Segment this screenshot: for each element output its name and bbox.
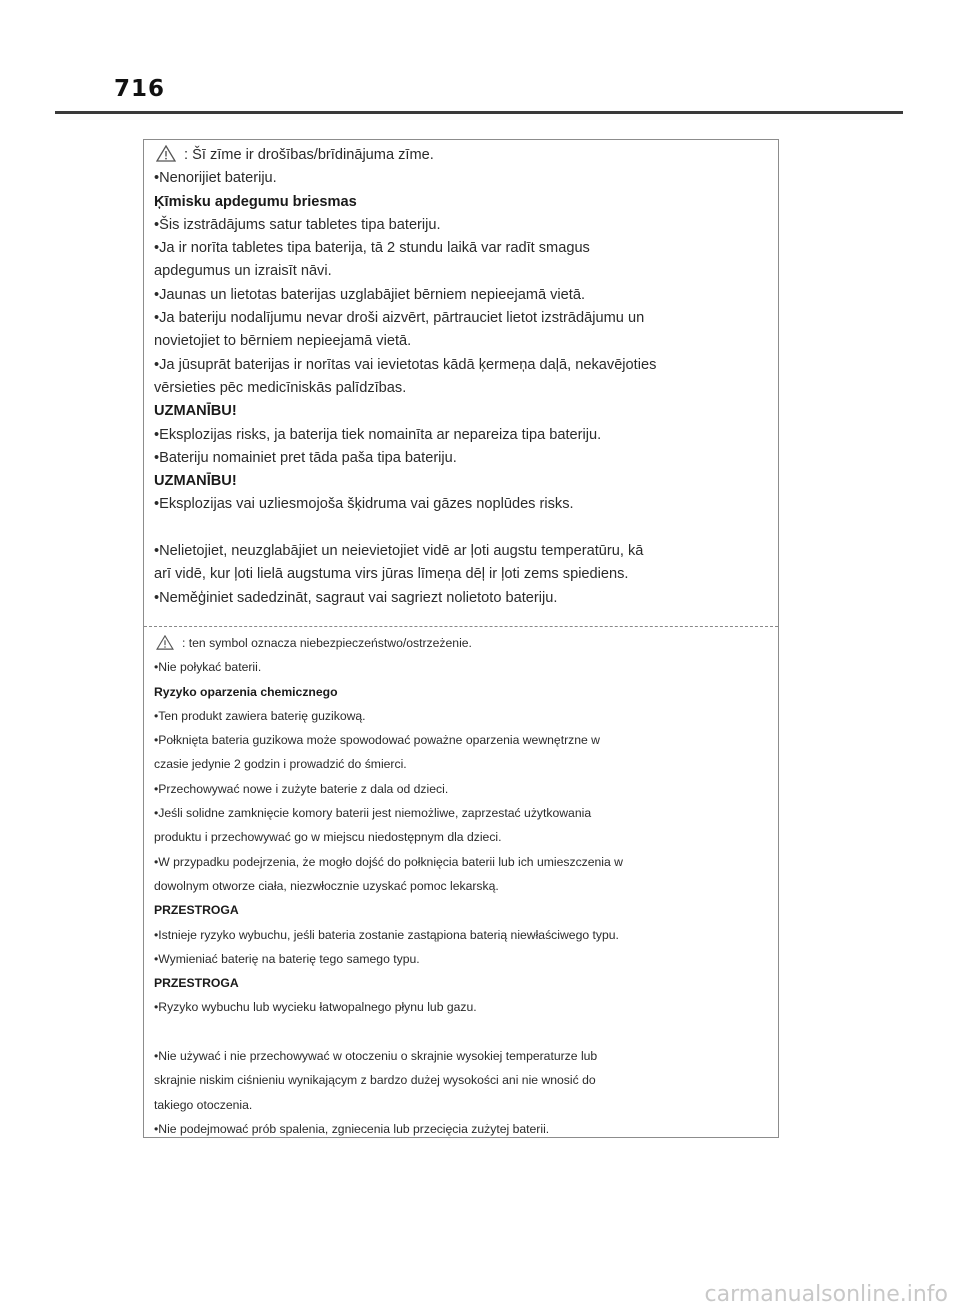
- header-rule: [55, 111, 903, 114]
- text-line: produktu i przechowywać go w miejscu niedostępnym dla dzieci.: [154, 830, 502, 845]
- section-heading: UZMANĪBU!: [154, 473, 237, 490]
- blank-line: [154, 517, 768, 540]
- text-line: •Eksplozijas risks, ja baterija tiek nomainīta ar nepareiza tipa bateriju.: [154, 426, 602, 443]
- polish-icon-line: [154, 631, 768, 655]
- text-line: •Ryzyko wybuchu lub wycieku łatwopalnego płynu lub gazu.: [154, 1000, 477, 1015]
- text-line: •Šis izstrādājums satur tabletes tipa bateriju.: [154, 216, 441, 233]
- text-line: •Ja bateriju nodalījumu nevar droši aizvērt, pārtrauciet lietot izstrādājumu un: [154, 310, 645, 327]
- text-line: •Jeśli solidne zamknięcie komory baterii jest niemożliwe, zaprzestać użytkowania: [154, 806, 592, 821]
- blank-line: [154, 1020, 768, 1044]
- section-heading: Ryzyko oparzenia chemicznego: [154, 684, 338, 699]
- text-line: apdegumus un izraisīt nāvi.: [154, 263, 332, 280]
- section-divider: [144, 626, 778, 627]
- page-number: 716: [114, 76, 166, 102]
- polish-lines: [154, 655, 768, 1141]
- text-line: •Wymieniać baterię na baterię tego samego typu.: [154, 951, 420, 966]
- section-heading: PRZESTROGA: [154, 903, 239, 918]
- warning-triangle-icon: [156, 634, 174, 655]
- section-heading: PRZESTROGA: [154, 976, 239, 991]
- latvian-section: [154, 144, 768, 626]
- latvian-icon-text: : Šī zīme ir drošības/brīdinājuma zīme.: [184, 147, 434, 163]
- text-line: •Bateriju nomainiet pret tāda paša tipa bateriju.: [154, 449, 457, 466]
- text-line: •Ja ir norīta tabletes tipa baterija, tā 2 stundu laikā var radīt smagus: [154, 240, 590, 257]
- watermark: carmanualsonline.info: [704, 1282, 948, 1307]
- text-line: •Nelietojiet, neuzglabājiet un neievietojiet vidē ar ļoti augstu temperatūru, kā: [154, 543, 644, 560]
- text-line: •Ja jūsuprāt baterijas ir norītas vai ievietotas kādā ķermeņa daļā, nekavējoties: [154, 356, 657, 373]
- warning-triangle-icon: [156, 145, 176, 167]
- text-line: vērsieties pēc medicīniskās palīdzības.: [154, 379, 407, 396]
- text-line: takiego otoczenia.: [154, 1097, 253, 1112]
- text-line: •Eksplozijas vai uzliesmojoša šķidruma vai gāzes noplūdes risks.: [154, 496, 574, 513]
- text-line: •Nie połykać baterii.: [154, 660, 262, 675]
- latvian-icon-line: [154, 144, 768, 167]
- text-line: •Ten produkt zawiera baterię guzikową.: [154, 708, 366, 723]
- text-line: •Istnieje ryzyko wybuchu, jeśli bateria zostanie zastąpiona baterią niewłaściwego typu.: [154, 927, 619, 942]
- text-line: •Przechowywać nowe i zużyte baterie z dala od dzieci.: [154, 781, 449, 796]
- section-heading: UZMANĪBU!: [154, 403, 237, 420]
- warning-box: [143, 139, 779, 1138]
- text-line: dowolnym otworze ciała, niezwłocznie uzyskać pomoc lekarską.: [154, 878, 499, 893]
- text-line: •Neměģiniet sadedzināt, sagraut vai sagriezt nolietoto bateriju.: [154, 589, 558, 606]
- latvian-lines: [154, 167, 768, 610]
- text-line: czasie jedynie 2 godzin i prowadzić do śmierci.: [154, 757, 407, 772]
- text-line: •Nenorijiet bateriju.: [154, 170, 277, 187]
- text-line: •Nie używać i nie przechowywać w otoczeniu o skrajnie wysokiej temperaturze lub: [154, 1049, 598, 1064]
- polish-icon-text: : ten symbol oznacza niebezpieczeństwo/ostrzeżenie.: [182, 636, 472, 650]
- text-line: •Nie podejmować prób spalenia, zgniecenia lub przecięcia zużytej baterii.: [154, 1121, 550, 1136]
- text-line: •Połknięta bateria guzikowa może spowodować poważne oparzenia wewnętrzne w: [154, 733, 600, 748]
- text-line: arī vidē, kur ļoti lielā augstuma virs jūras līmeņa dēļ ir ļoti zems spiediens.: [154, 566, 629, 583]
- text-line: •W przypadku podejrzenia, że mogło dojść do połknięcia baterii lub ich umieszczenia w: [154, 854, 623, 869]
- text-line: novietojiet to bērniem nepieejamā vietā.: [154, 333, 412, 350]
- polish-section: [154, 631, 768, 1136]
- text-line: •Jaunas un lietotas baterijas uzglabājiet bērniem nepieejamā vietā.: [154, 286, 586, 303]
- text-line: skrajnie niskim ciśnieniu wynikającym z bardzo dużej wysokości ani nie wnosić do: [154, 1073, 596, 1088]
- section-heading: Ķīmisku apdegumu briesmas: [154, 193, 357, 210]
